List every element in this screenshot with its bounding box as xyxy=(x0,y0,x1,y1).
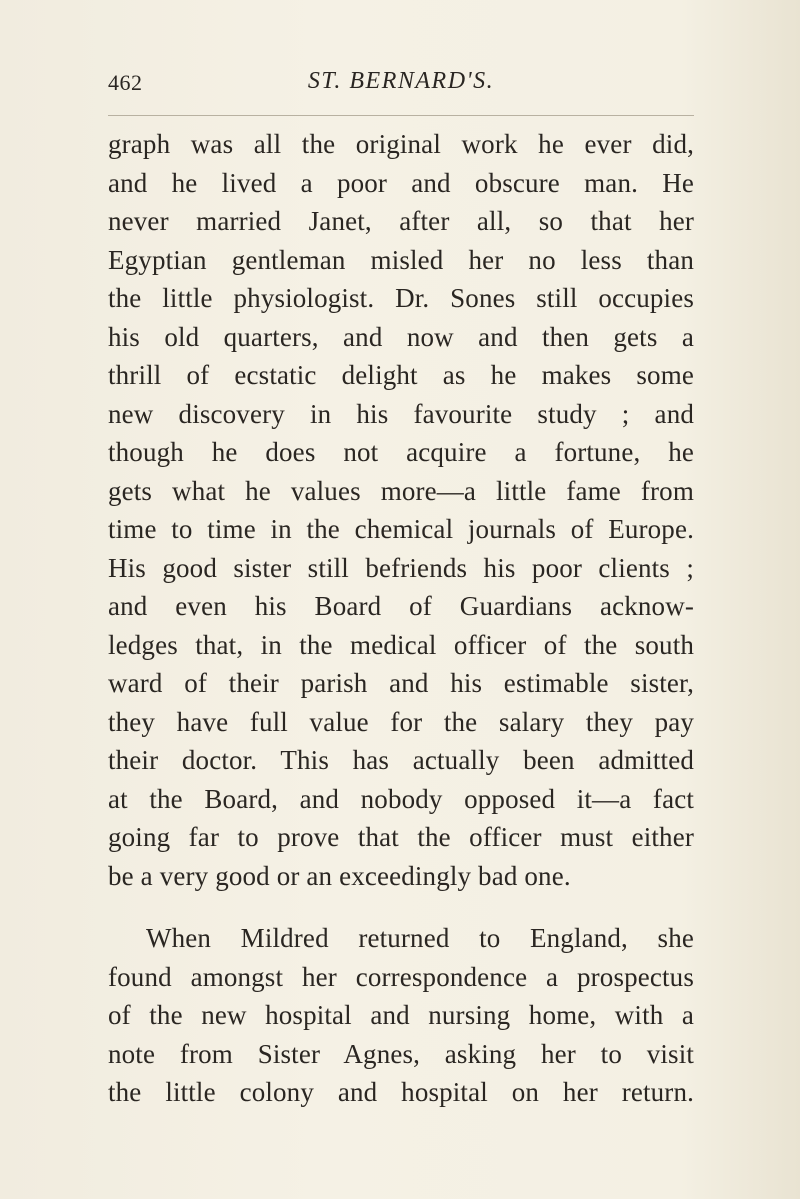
text-line: note from Sister Agnes, asking her to visit xyxy=(108,1038,694,1069)
paragraph-1 xyxy=(108,125,694,895)
text-line: ledges that, in the medical officer of the south xyxy=(108,629,694,660)
page-header xyxy=(108,60,694,100)
text-line: though he does not acquire a fortune, he xyxy=(108,437,694,467)
text-line: at the Board, and nobody opposed it—a fact xyxy=(108,783,694,814)
header-rule xyxy=(108,115,694,116)
text-line: of the new hospital and nursing home, with a xyxy=(108,1000,694,1030)
text-line: his old quarters, and now and then gets a xyxy=(108,321,694,352)
text-line: When Mildred returned to England, she xyxy=(146,923,694,953)
text-line: gets what he values more—a little fame from xyxy=(108,475,694,506)
text-line: and he lived a poor and obscure man. He xyxy=(108,167,694,198)
text-line: the little physiologist. Dr. Sones still occupies xyxy=(108,283,694,313)
text-line: going far to prove that the officer must either xyxy=(108,822,694,852)
text-line: graph was all the original work he ever did, xyxy=(108,129,694,159)
text-line: time to time in the chemical journals of Europe. xyxy=(108,514,694,544)
text-line: they have full value for the salary they pay xyxy=(108,706,694,737)
text-line: Egyptian gentleman misled her no less than xyxy=(108,244,694,275)
text-line: never married Janet, after all, so that her xyxy=(108,206,694,236)
text-line: ward of their parish and his estimable sister, xyxy=(108,668,694,698)
text-line: thrill of ecstatic delight as he makes some xyxy=(108,360,694,390)
text-line: their doctor. This has actually been admitted xyxy=(108,745,694,775)
text-line: the little colony and hospital on her return. xyxy=(108,1077,694,1107)
text-line: new discovery in his favourite study ; and xyxy=(108,398,694,429)
paragraph-gap xyxy=(108,895,694,919)
body-text xyxy=(108,125,694,1112)
paragraph-2 xyxy=(108,919,694,1112)
text-line: His good sister still befriends his poor clients ; xyxy=(108,552,694,583)
text-line: and even his Board of Guardians acknow- xyxy=(108,591,694,621)
running-head: ST. BERNARD'S. xyxy=(307,68,495,94)
text-line: be a very good or an exceedingly bad one. xyxy=(108,860,571,891)
page-number: 462 xyxy=(108,70,143,95)
text-line: found amongst her correspondence a prospectus xyxy=(108,961,694,992)
